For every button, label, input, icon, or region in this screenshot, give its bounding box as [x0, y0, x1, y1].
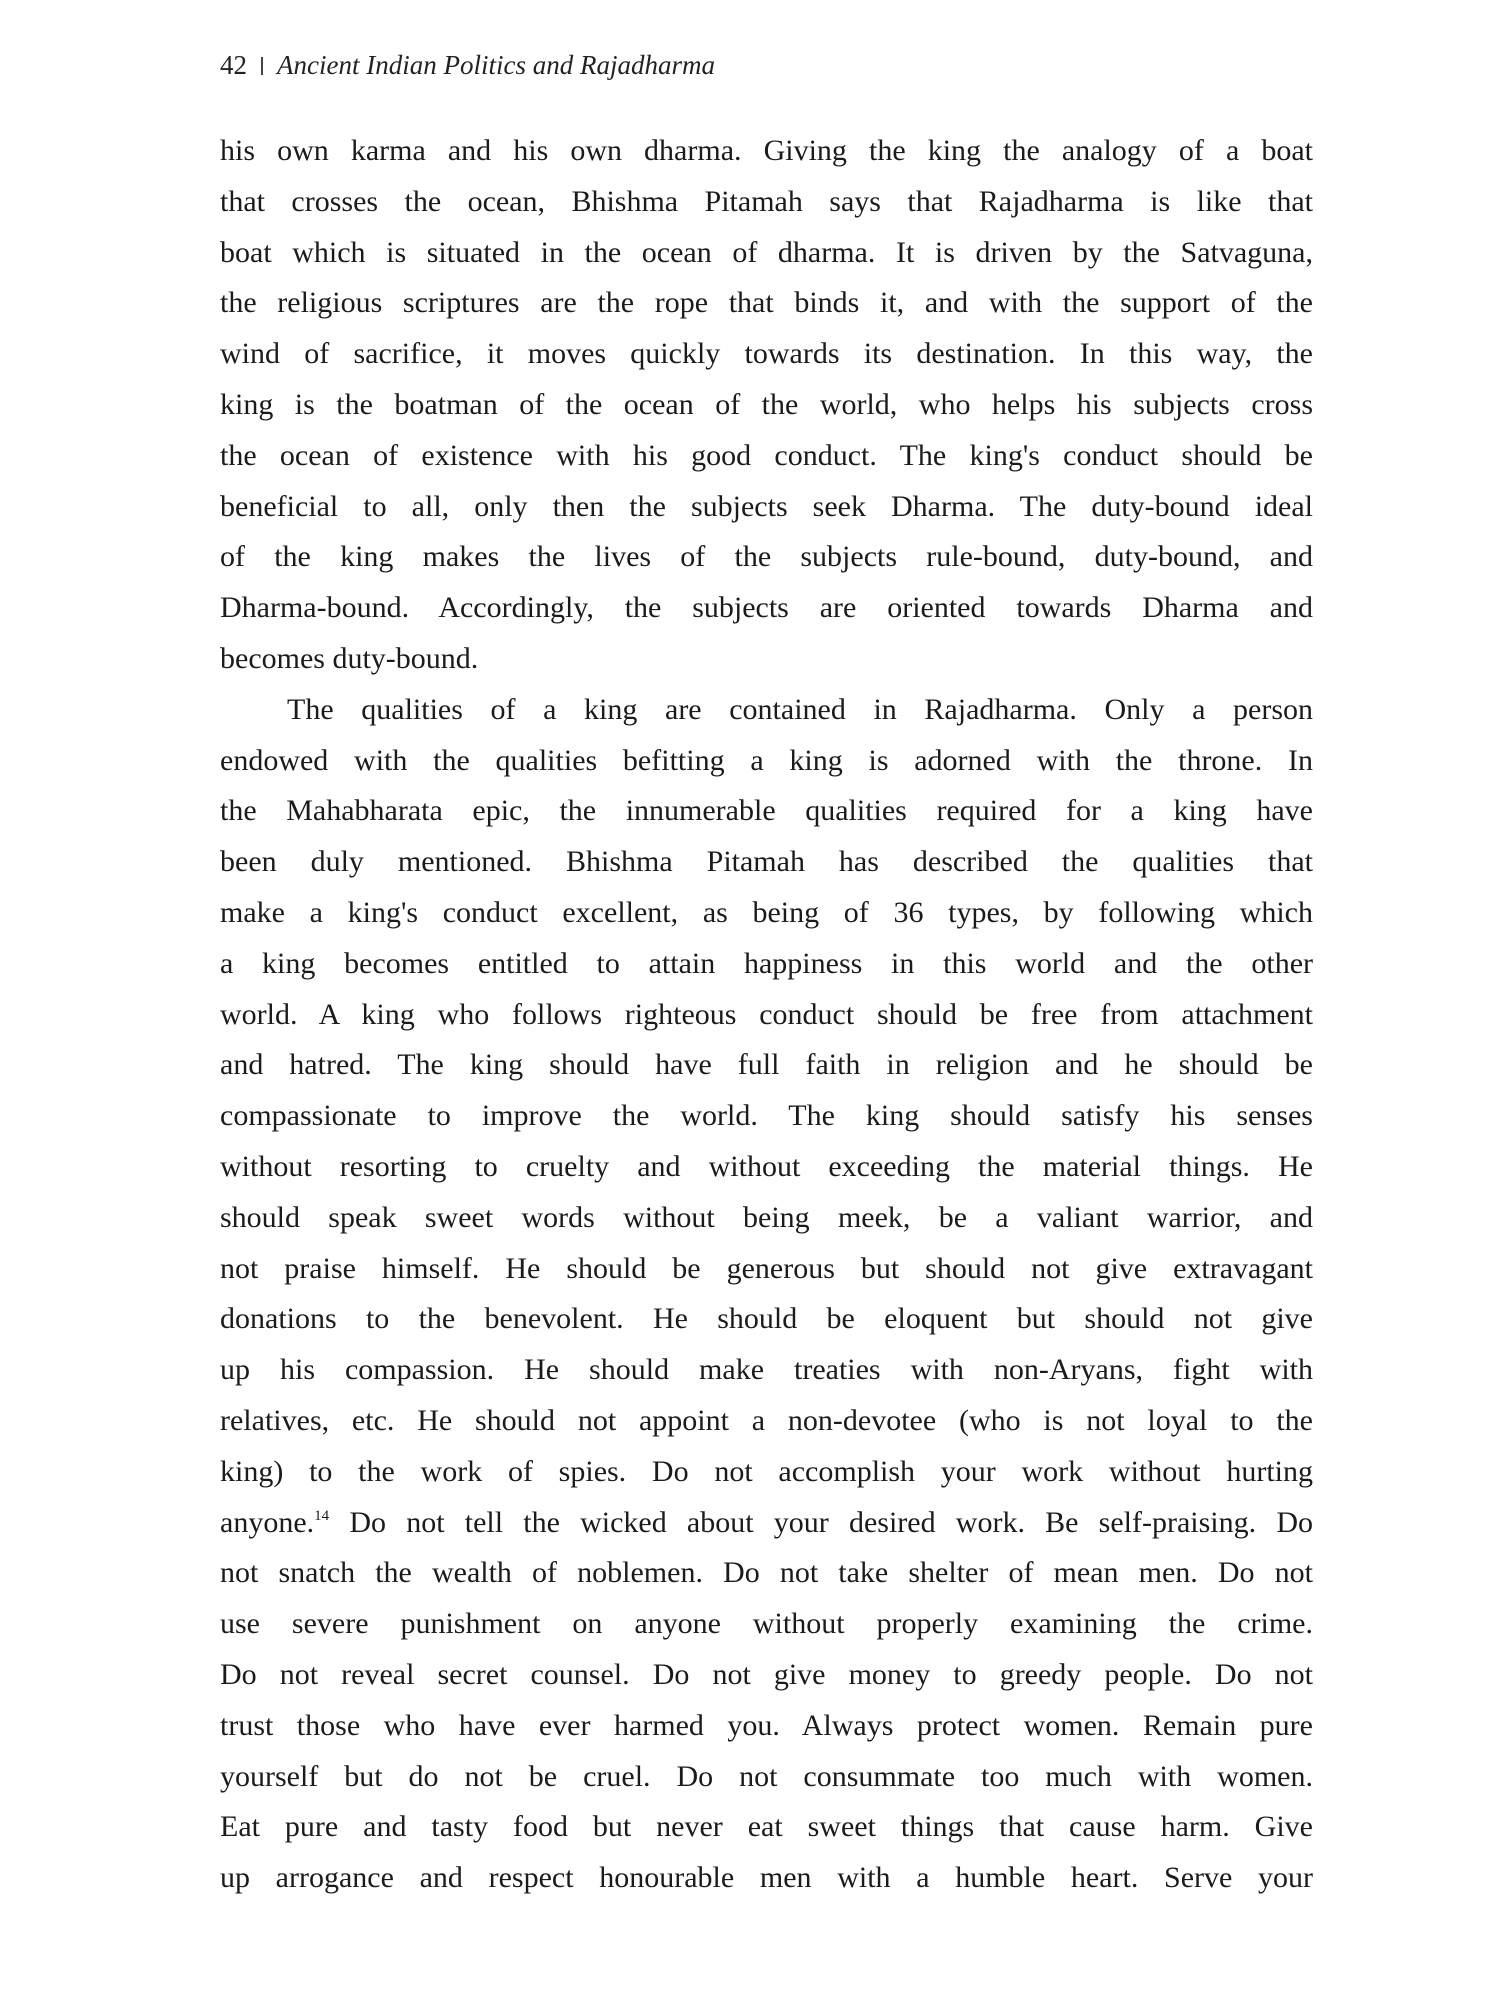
text-line: that crosses the ocean, Bhishma Pitamah says that Rajadharma is like that — [220, 184, 1313, 218]
footnote-marker: 14 — [314, 1507, 330, 1524]
text-line: endowed with the qualities befitting a king is adorned with the throne. In — [220, 743, 1313, 777]
text-line: The qualities of a king are contained in Rajadharma. Only a person — [287, 692, 1313, 726]
text-line: yourself but do not be cruel. Do not consummate too much with women. — [220, 1759, 1313, 1793]
text-line: his own karma and his own dharma. Giving the king the analogy of a boat — [220, 134, 1313, 167]
text-line: of the king makes the lives of the subjects rule-bound, duty-bound, and — [220, 540, 1313, 574]
text-line: the Mahabharata epic, the innumerable qualities required for a king have — [220, 794, 1313, 828]
text-line: up arrogance and respect honourable men with a humble heart. Serve your — [220, 1861, 1313, 1895]
text-line: anyone.$^{14}$ Do not tell the wicked about your desired work. Be self-praising. Do — [220, 1505, 1313, 1539]
text-line: becomes duty-bound. — [220, 641, 479, 675]
text-line: the religious scriptures are the rope that binds it, and with the support of the — [220, 286, 1313, 320]
paragraph — [220, 685, 1313, 1904]
text-line: make a king's conduct excellent, as being of 36 types, by following which — [220, 895, 1313, 929]
text-line: up his compassion. He should make treaties with non-Aryans, fight with — [220, 1353, 1313, 1387]
text-line: been duly mentioned. Bhishma Pitamah has described the qualities that — [220, 845, 1313, 879]
text-line: not praise himself. He should be generous but should not give extravagant — [220, 1251, 1313, 1285]
text-line: use severe punishment on anyone without properly examining the crime. — [220, 1607, 1313, 1641]
text-line: and hatred. The king should have full faith in religion and he should be — [220, 1048, 1313, 1082]
text-line: without resorting to cruelty and without exceeding the material things. He — [220, 1149, 1313, 1183]
text-line: relatives, etc. He should not appoint a non-devotee (who is not loyal to the — [220, 1403, 1313, 1437]
text-line: Dharma-bound. Accordingly, the subjects are oriented towards Dharma and — [220, 591, 1313, 625]
text-line: Do not reveal secret counsel. Do not give money to greedy people. Do not — [220, 1657, 1313, 1691]
text-line: donations to the benevolent. He should be eloquent but should not give — [220, 1302, 1313, 1336]
text-line: Eat pure and tasty food but never eat sweet things that cause harm. Give — [220, 1810, 1313, 1844]
text-line: compassionate to improve the world. The king should satisfy his senses — [220, 1099, 1313, 1133]
text-line: the ocean of existence with his good conduct. The king's conduct should be — [220, 438, 1313, 472]
text-line: king is the boatman of the ocean of the world, who helps his subjects cross — [220, 387, 1313, 421]
text-line: world. A king who follows righteous conduct should be free from attachment — [220, 997, 1313, 1031]
body-text — [220, 126, 1313, 1904]
text-line: beneficial to all, only then the subjects seek Dharma. The duty-bound ideal — [220, 489, 1313, 523]
text-line: boat which is situated in the ocean of dharma. It is driven by the Satvaguna, — [220, 235, 1313, 269]
book-title: Ancient Indian Politics and Rajadharma — [277, 50, 715, 80]
header-divider — [261, 57, 263, 75]
paragraph — [220, 126, 1313, 685]
text-line: should speak sweet words without being meek, be a valiant warrior, and — [220, 1200, 1313, 1234]
text-line: king) to the work of spies. Do not accomplish your work without hurting — [220, 1454, 1313, 1488]
text-line: not snatch the wealth of noblemen. Do not take shelter of mean men. Do not — [220, 1556, 1313, 1590]
page-number: 42 — [220, 50, 247, 80]
text-line: a king becomes entitled to attain happiness in this world and the other — [220, 946, 1313, 980]
text-line: wind of sacrifice, it moves quickly towards its destination. In this way, the — [220, 337, 1313, 371]
running-header — [220, 50, 715, 81]
text-line: trust those who have ever harmed you. Always protect women. Remain pure — [220, 1708, 1313, 1742]
